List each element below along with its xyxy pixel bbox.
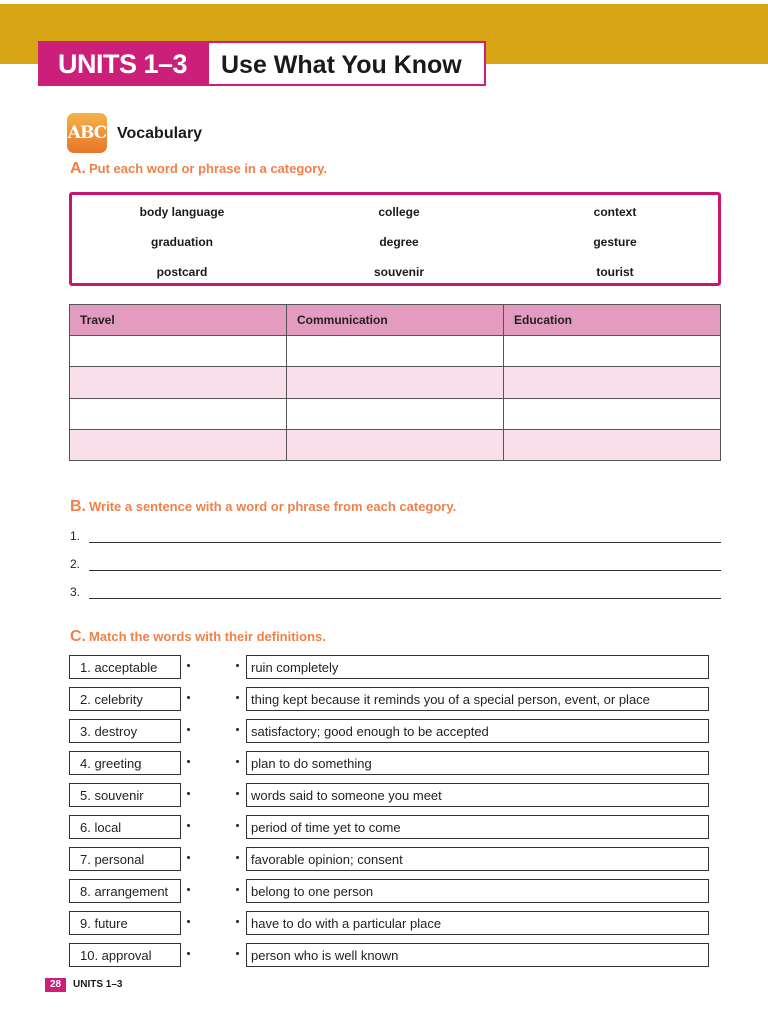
instruction-a: [70, 160, 327, 178]
match-dot[interactable]: [236, 760, 239, 763]
word-bank-item: context: [593, 205, 637, 219]
match-definition[interactable]: words said to someone you meet: [246, 783, 709, 807]
word-bank-item: body language: [139, 205, 225, 219]
match-dot[interactable]: [187, 664, 190, 667]
instruction-text: Write a sentence with a word or phrase from each category.: [89, 499, 457, 514]
match-dot[interactable]: [236, 888, 239, 891]
table-cell[interactable]: [504, 429, 721, 460]
table-cell[interactable]: [287, 429, 504, 460]
writing-rule: [89, 570, 721, 571]
word-bank-item: degree: [379, 235, 419, 249]
column-header-education: Education: [504, 305, 721, 336]
table-cell[interactable]: [504, 336, 721, 367]
abc-icon: ABC: [67, 113, 107, 153]
word-bank: [69, 192, 721, 286]
match-dot[interactable]: [187, 952, 190, 955]
match-definition[interactable]: ruin completely: [246, 655, 709, 679]
writing-rule: [89, 598, 721, 599]
match-word[interactable]: 6. local: [69, 815, 181, 839]
match-dot[interactable]: [236, 664, 239, 667]
table-cell[interactable]: [504, 367, 721, 398]
table-cell[interactable]: [287, 367, 504, 398]
match-dot[interactable]: [187, 920, 190, 923]
match-word[interactable]: 5. souvenir: [69, 783, 181, 807]
match-definition[interactable]: favorable opinion; consent: [246, 847, 709, 871]
match-definition[interactable]: period of time yet to come: [246, 815, 709, 839]
match-dot[interactable]: [236, 856, 239, 859]
match-dot[interactable]: [236, 792, 239, 795]
footer-label: UNITS 1–3: [73, 979, 123, 990]
match-word[interactable]: 1. acceptable: [69, 655, 181, 679]
word-bank-item: postcard: [156, 265, 208, 279]
line-number: 1.: [70, 529, 81, 543]
instruction-b: [70, 498, 456, 516]
match-definition[interactable]: plan to do something: [246, 751, 709, 775]
match-dot[interactable]: [236, 696, 239, 699]
writing-line[interactable]: [70, 529, 721, 543]
match-word[interactable]: 4. greeting: [69, 751, 181, 775]
instruction-letter: C.: [70, 628, 86, 645]
page-number: 28: [45, 978, 66, 992]
match-word[interactable]: 7. personal: [69, 847, 181, 871]
match-definition[interactable]: have to do with a particular place: [246, 911, 709, 935]
unit-tag: UNITS 1–3: [38, 41, 210, 86]
word-bank-item: gesture: [593, 235, 637, 249]
match-dot[interactable]: [187, 824, 190, 827]
match-word[interactable]: 2. celebrity: [69, 687, 181, 711]
page-title: Use What You Know: [209, 41, 486, 86]
match-dot[interactable]: [187, 696, 190, 699]
line-number: 2.: [70, 557, 81, 571]
section-title: Vocabulary: [117, 125, 203, 142]
instruction-letter: A.: [70, 160, 86, 177]
writing-rule: [89, 542, 721, 543]
match-dot[interactable]: [187, 856, 190, 859]
table-cell[interactable]: [287, 398, 504, 429]
table-cell[interactable]: [70, 429, 287, 460]
table-cell[interactable]: [70, 398, 287, 429]
match-definition[interactable]: person who is well known: [246, 943, 709, 967]
instruction-c: [70, 628, 326, 646]
table-cell[interactable]: [70, 367, 287, 398]
match-dot[interactable]: [187, 792, 190, 795]
writing-line[interactable]: [70, 585, 721, 599]
instruction-letter: B.: [70, 498, 86, 515]
match-word[interactable]: 10. approval: [69, 943, 181, 967]
word-bank-item: college: [378, 205, 420, 219]
match-dot[interactable]: [236, 920, 239, 923]
match-dot[interactable]: [187, 760, 190, 763]
match-dot[interactable]: [236, 952, 239, 955]
word-bank-item: souvenir: [373, 265, 425, 279]
table-cell[interactable]: [504, 398, 721, 429]
match-word[interactable]: 9. future: [69, 911, 181, 935]
column-header-travel: Travel: [70, 305, 287, 336]
instruction-text: Match the words with their definitions.: [89, 629, 326, 644]
table-cell[interactable]: [70, 336, 287, 367]
word-bank-item: tourist: [596, 265, 634, 279]
writing-line[interactable]: [70, 557, 721, 571]
match-dot[interactable]: [236, 824, 239, 827]
match-dot[interactable]: [187, 888, 190, 891]
word-bank-item: graduation: [151, 235, 213, 249]
instruction-text: Put each word or phrase in a category.: [89, 161, 328, 176]
table-cell[interactable]: [287, 336, 504, 367]
match-word[interactable]: 3. destroy: [69, 719, 181, 743]
match-word[interactable]: 8. arrangement: [69, 879, 181, 903]
match-dot[interactable]: [236, 728, 239, 731]
match-dot[interactable]: [187, 728, 190, 731]
match-definition[interactable]: thing kept because it reminds you of a special person, event, or place: [246, 687, 709, 711]
line-number: 3.: [70, 585, 81, 599]
match-definition[interactable]: belong to one person: [246, 879, 709, 903]
match-definition[interactable]: satisfactory; good enough to be accepted: [246, 719, 709, 743]
category-table: [69, 304, 721, 461]
column-header-communication: Communication: [287, 305, 504, 336]
